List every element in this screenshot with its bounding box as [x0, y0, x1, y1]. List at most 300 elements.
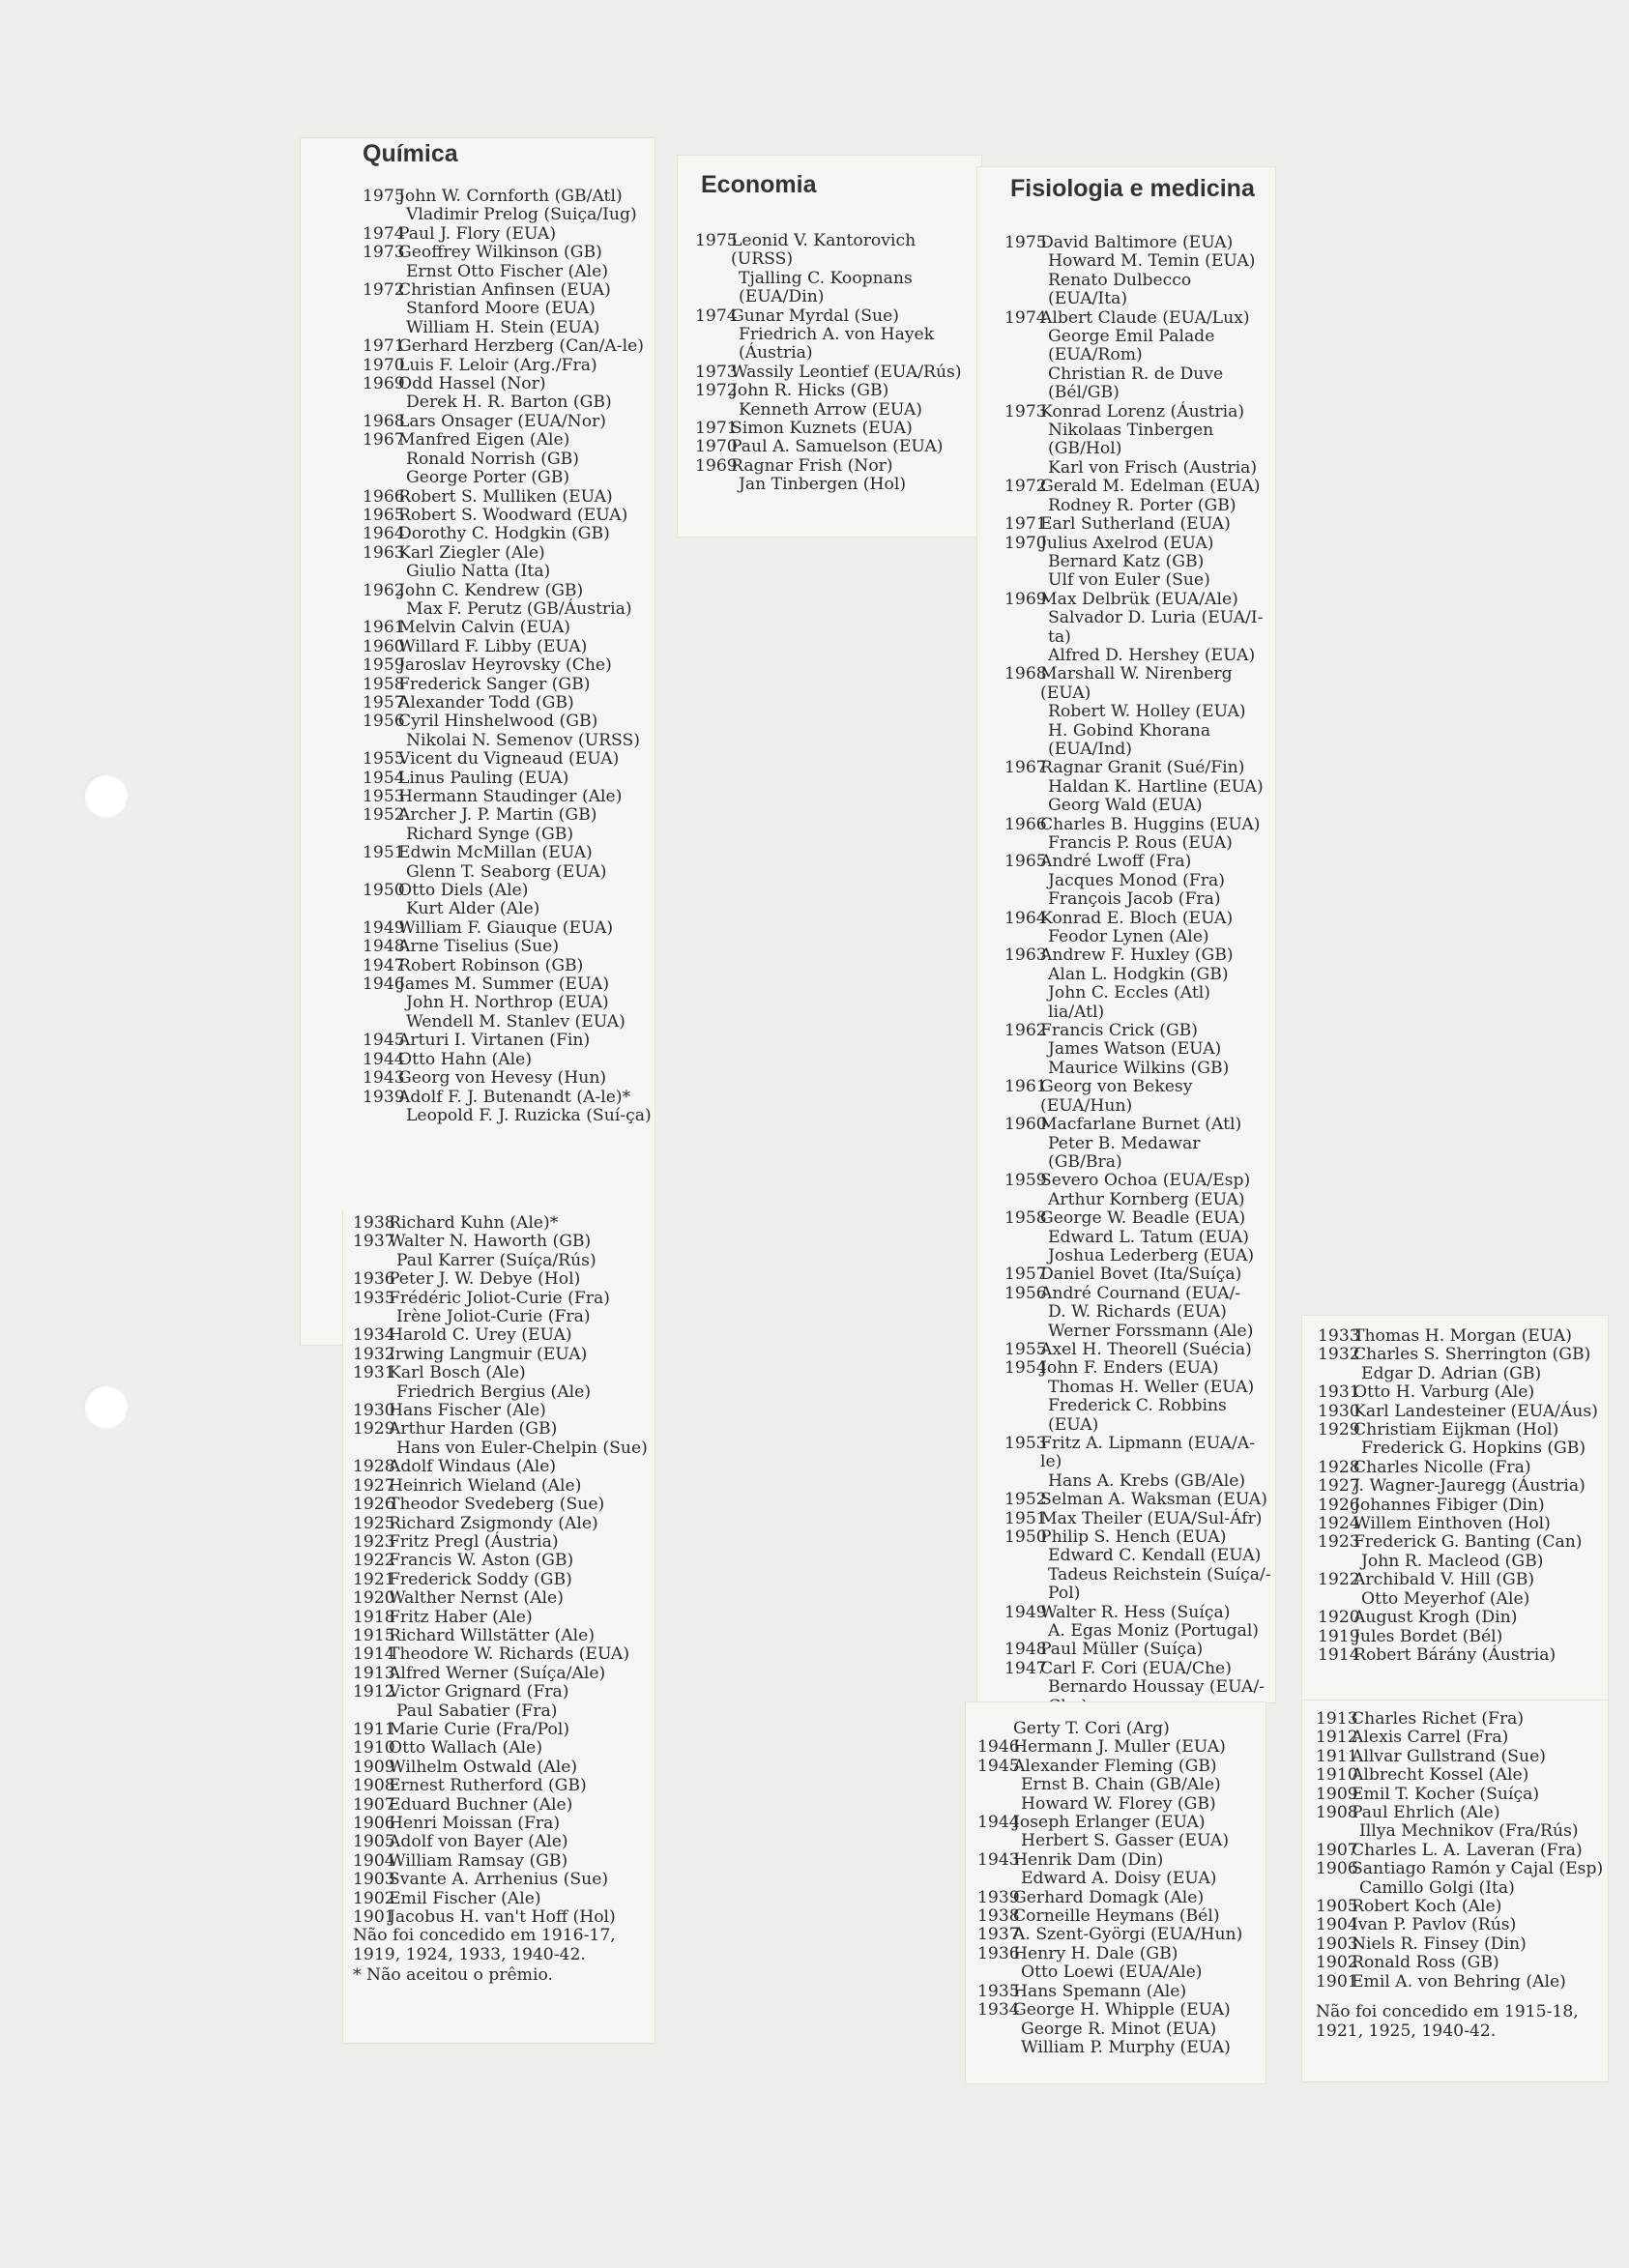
entry-names [1040, 910, 1275, 947]
laureate-entry [1004, 853, 1275, 909]
laureate-name: Gerty T. Cori (Arg) [1013, 1719, 1170, 1738]
laureate-name: Karl von Frisch (Austria) [1048, 457, 1258, 478]
laureate-name: Renato Dulbecco (EUA/Ita) [1048, 270, 1192, 309]
entry-names [1353, 1421, 1608, 1459]
entry-names [389, 1589, 655, 1608]
laureate-name: Odd Hassel (Nor) [398, 374, 546, 394]
fisiologia-list-continued [977, 1720, 1265, 2057]
laureate-name: George H. Whipple (EUA) [1013, 2000, 1231, 2021]
entry-names [731, 457, 972, 495]
entry-year: 1932 [1318, 1345, 1360, 1365]
entry-year: 1928 [1318, 1457, 1360, 1477]
entry-year: 1927 [353, 1475, 395, 1496]
entry-year: 1948 [1004, 1640, 1047, 1660]
laureate-name: George Emil Palade (EUA/Rom) [1048, 327, 1215, 365]
laureate-name: Walther Nernst (Ale) [389, 1588, 564, 1609]
laureate-entry [353, 1908, 655, 1927]
entry-year: 1972 [695, 381, 738, 401]
laureate-name: Tadeus Reichstein (Suíça/-Pol) [1048, 1564, 1271, 1604]
laureate-name: George Porter (GB) [406, 468, 570, 488]
entry-names [1353, 1346, 1608, 1383]
laureate-name: Arturi I. Virtanen (Fin) [398, 1031, 591, 1051]
laureate-entry [353, 1852, 655, 1871]
entry-year: 1966 [363, 486, 405, 507]
entry-year: 1952 [1004, 1490, 1047, 1510]
quimica-list [363, 188, 655, 1125]
laureate-name: Marshall W. Nirenberg (EUA) [1040, 664, 1233, 703]
quimica-note: Não foi concedido em 1916-17, 1919, 1924, 1933, 1940-42. [353, 1926, 616, 1964]
laureate-name: Irène Joliot-Curie (Fra) [396, 1307, 591, 1327]
entry-year: 1971 [363, 336, 405, 357]
laureate-name: Edward C. Kendall (EUA) [1048, 1546, 1262, 1566]
laureate-entry [363, 788, 655, 806]
laureate-name: Bernard Katz (GB) [1048, 551, 1205, 571]
laureate-name: Illya Mechnikov (Fra/Rús) [1359, 1821, 1579, 1842]
entry-names [389, 1402, 655, 1420]
laureate-name: Wendell M. Stanlev (EUA) [406, 1011, 625, 1032]
entry-names [1352, 1860, 1608, 1898]
laureate-name: George R. Minot (EUA) [1021, 2019, 1217, 2039]
fisiologia-clipping-continued [965, 1701, 1266, 2084]
laureate-name: Howard M. Temin (EUA) [1048, 251, 1256, 272]
entry-names [1352, 1786, 1608, 1804]
entry-names [731, 382, 972, 420]
entry-names [1013, 1889, 1265, 1907]
laureate-entry [363, 582, 655, 620]
laureate-entry [363, 488, 655, 507]
entry-names [1353, 1646, 1608, 1665]
quimica-clipping-continued [342, 1210, 655, 2044]
laureate-entry [363, 375, 655, 413]
entry-names [1040, 946, 1275, 1022]
entry-year: 1927 [1318, 1476, 1360, 1497]
laureate-name: Archer J. P. Martin (GB) [398, 805, 597, 826]
entry-year: 1970 [363, 355, 405, 375]
laureate-name: Kenneth Arrow (EUA) [739, 399, 922, 420]
entry-names [389, 1833, 655, 1851]
laureate-name: Walter N. Haworth (GB) [389, 1232, 592, 1252]
entry-year: 1972 [1004, 477, 1047, 497]
laureate-name: Eduard Buchner (Ale) [389, 1794, 573, 1815]
laureate-entry [363, 1089, 655, 1126]
laureate-entry [353, 1871, 655, 1889]
laureate-name: Earl Sutherland (EUA) [1040, 514, 1231, 535]
laureate-name: Georg von Bekesy (EUA/Hun) [1040, 1077, 1193, 1116]
laureate-entry [977, 1945, 1265, 1983]
entry-names [731, 420, 972, 438]
entry-names [1353, 1497, 1608, 1515]
laureate-entry [977, 1851, 1265, 1889]
entry-names [398, 1069, 655, 1088]
entry-year: 1953 [1004, 1434, 1047, 1453]
entry-year: 1938 [353, 1213, 395, 1233]
entry-year: 1960 [1004, 1115, 1047, 1135]
laureate-name: Friedrich Bergius (Ale) [396, 1381, 592, 1402]
laureate-name: Edward A. Doisy (EUA) [1021, 1869, 1217, 1889]
fisiologia-right-clipping-continued [1301, 1700, 1609, 2082]
laureate-entry [1316, 1804, 1608, 1842]
laureate-entry [1004, 403, 1275, 479]
laureate-name: Thomas H. Morgan (EUA) [1353, 1326, 1572, 1346]
laureate-name: Gerald M. Edelman (EUA) [1040, 477, 1261, 497]
entry-names [731, 307, 972, 363]
entry-names [1352, 1710, 1608, 1729]
punch-hole-upper [83, 773, 128, 818]
entry-names [1013, 1720, 1265, 1738]
laureate-entry [695, 232, 972, 307]
entry-names [1353, 1403, 1608, 1421]
entry-names [1040, 515, 1275, 534]
laureate-entry [353, 1496, 655, 1514]
entry-year: 1954 [1004, 1358, 1047, 1379]
entry-year: 1908 [1316, 1803, 1358, 1823]
laureate-name: Jules Bordet (Bél) [1353, 1626, 1503, 1646]
laureate-entry [353, 1796, 655, 1815]
laureate-name: Henri Moissan (Fra) [389, 1814, 561, 1833]
entry-names [389, 1346, 655, 1364]
entry-year: 1954 [363, 768, 405, 788]
laureate-name: Adolf F. J. Butenandt (A-le)* [398, 1087, 631, 1107]
laureate-name: Paul Karrer (Suíça/Rús) [396, 1250, 596, 1270]
laureate-name: Alexander Fleming (GB) [1013, 1756, 1217, 1776]
entry-names [389, 1496, 655, 1514]
entry-year: 1905 [353, 1832, 395, 1852]
entry-names [1353, 1571, 1608, 1609]
entry-names [389, 1852, 655, 1871]
laureate-entry [1004, 1359, 1275, 1435]
entry-year: 1952 [363, 805, 405, 826]
laureate-entry [695, 457, 972, 495]
entry-names [389, 1645, 655, 1664]
laureate-name: Glenn T. Seaborg (EUA) [406, 861, 607, 882]
laureate-entry [977, 1907, 1265, 1926]
entry-names [1013, 1814, 1265, 1851]
laureate-entry [695, 307, 972, 363]
entry-year: 1928 [353, 1457, 395, 1477]
laureate-name: Alfred D. Hershey (EUA) [1048, 645, 1256, 665]
laureate-name: Robert Koch (Ale) [1352, 1897, 1502, 1917]
laureate-entry [363, 413, 655, 431]
entry-names [389, 1552, 655, 1570]
laureate-name: David Baltimore (EUA) [1040, 233, 1234, 252]
entry-year: 1965 [363, 505, 405, 525]
entry-year: 1937 [353, 1232, 395, 1252]
entry-names [1040, 1078, 1275, 1116]
laureate-name: Camillo Golgi (Ita) [1359, 1877, 1515, 1898]
laureate-entry [977, 1720, 1265, 1738]
entry-names [1040, 1172, 1275, 1209]
entry-names [1040, 1359, 1275, 1435]
entry-year: 1919 [1318, 1626, 1360, 1646]
entry-year: 1951 [1004, 1508, 1047, 1528]
entry-names [389, 1214, 655, 1233]
entry-year: 1911 [353, 1719, 395, 1739]
entry-year: 1968 [1004, 664, 1047, 684]
laureate-entry [353, 1627, 655, 1645]
entry-names [389, 1683, 655, 1721]
entry-names [389, 1515, 655, 1533]
laureate-entry [1318, 1497, 1608, 1515]
entry-names [1040, 535, 1275, 591]
laureate-name: Willem Einthoven (Hol) [1353, 1514, 1551, 1534]
entry-year: 1969 [1004, 589, 1047, 609]
laureate-name: lia/Atl) [1048, 1002, 1105, 1022]
laureate-name: Leonid V. Kantorovich (URSS) [731, 231, 916, 270]
laureate-name: John H. Northrop (EUA) [406, 993, 609, 1013]
laureate-entry [353, 1477, 655, 1496]
entry-names [389, 1759, 655, 1777]
entry-year: 1975 [1004, 233, 1047, 252]
entry-names [1040, 1341, 1275, 1359]
entry-names [389, 1458, 655, 1476]
entry-names [1040, 816, 1275, 854]
laureate-entry [353, 1645, 655, 1664]
entry-names [398, 544, 655, 582]
laureate-name: Charles Richet (Fra) [1352, 1709, 1525, 1729]
laureate-name: William F. Giauque (EUA) [398, 917, 614, 938]
laureate-name: Ernst B. Chain (GB/Ale) [1021, 1775, 1221, 1795]
entry-names [1353, 1383, 1608, 1402]
laureate-name: Wilhelm Ostwald (Ale) [389, 1757, 578, 1777]
entry-names [1013, 1983, 1265, 2001]
laureate-entry [1004, 234, 1275, 309]
entry-names [389, 1908, 655, 1927]
fisiologia-list [1004, 234, 1275, 1716]
entry-names [1353, 1327, 1608, 1346]
laureate-name: Alan L. Hodgkin (GB) [1048, 964, 1229, 984]
laureate-name: Lars Onsager (EUA/Nor) [398, 411, 606, 431]
laureate-entry [363, 431, 655, 487]
laureate-name: Alfred Werner (Suíça/Ale) [389, 1663, 606, 1683]
entry-year: 1914 [353, 1644, 395, 1665]
laureate-name: Nikolaas Tinbergen (GB/Hol) [1048, 421, 1214, 459]
entry-year: 1950 [363, 881, 405, 901]
laureate-entry [363, 694, 655, 712]
entry-year: 1958 [363, 674, 405, 694]
laureate-name: Willard F. Libby (EUA) [398, 636, 588, 656]
entry-names [1013, 1907, 1265, 1926]
laureate-entry [353, 1665, 655, 1683]
laureate-entry [363, 619, 655, 637]
laureate-entry [1004, 515, 1275, 534]
laureate-entry [1004, 1341, 1275, 1359]
laureate-entry [363, 638, 655, 656]
laureate-name: Vicent du Vigneaud (EUA) [398, 749, 620, 770]
laureate-entry [1004, 759, 1275, 815]
entry-names [398, 281, 655, 337]
laureate-entry [1004, 1209, 1275, 1265]
laureate-name: Konrad Lorenz (Áustria) [1040, 401, 1245, 422]
laureate-entry [1004, 478, 1275, 515]
laureate-entry [353, 1571, 655, 1589]
entry-names [1040, 403, 1275, 479]
laureate-entry [363, 244, 655, 281]
entry-year: 1948 [363, 937, 405, 957]
laureate-name: Henrik Dam (Din) [1013, 1849, 1164, 1870]
entry-year: 1958 [1004, 1208, 1047, 1229]
laureate-name: Georg Wald (EUA) [1048, 796, 1203, 816]
laureate-name: Charles B. Huggins (EUA) [1040, 814, 1261, 834]
laureate-name: Ragnar Frish (Nor) [731, 455, 893, 476]
laureate-name: Giulio Natta (Ita) [406, 562, 551, 582]
entry-year: 1906 [353, 1814, 395, 1833]
laureate-entry [1318, 1403, 1608, 1421]
entry-year: 1926 [1318, 1495, 1360, 1515]
entry-year: 1923 [1318, 1532, 1360, 1553]
laureate-entry [1004, 1510, 1275, 1528]
entry-year: 1944 [363, 1049, 405, 1069]
entry-year: 1956 [1004, 1283, 1047, 1303]
laureate-name: Manfred Eigen (Ale) [398, 430, 570, 451]
laureate-entry [353, 1609, 655, 1627]
laureate-name: Frederick G. Banting (Can) [1353, 1532, 1583, 1553]
entry-year: 1934 [977, 2000, 1020, 2021]
laureate-entry [1004, 910, 1275, 947]
entry-names [1353, 1609, 1608, 1627]
laureate-name: Ulf von Euler (Sue) [1048, 570, 1210, 591]
entry-names [398, 619, 655, 637]
laureate-name: Thomas H. Weller (EUA) [1048, 1377, 1255, 1397]
laureate-entry [363, 844, 655, 882]
entry-year: 1973 [1004, 401, 1047, 422]
entry-names [389, 1871, 655, 1889]
laureate-name: Simon Kuznets (EUA) [731, 419, 913, 439]
entry-year: 1959 [1004, 1171, 1047, 1191]
laureate-entry [363, 1051, 655, 1069]
laureate-name: Max Theiler (EUA/Sul-Áfr) [1040, 1508, 1263, 1528]
entry-year: 1974 [695, 305, 738, 326]
laureate-entry [363, 882, 655, 919]
entry-year: 1947 [363, 955, 405, 975]
laureate-entry [363, 938, 655, 956]
entry-names [398, 957, 655, 975]
laureate-name: Luis F. Leloir (Arg./Fra) [398, 355, 597, 375]
entry-names [398, 806, 655, 844]
entry-year: 1943 [363, 1068, 405, 1089]
laureate-entry [353, 1402, 655, 1420]
laureate-name: Feodor Lynen (Ale) [1048, 927, 1209, 947]
laureate-entry [353, 1364, 655, 1402]
laureate-name: Allvar Gullstrand (Sue) [1352, 1746, 1546, 1766]
entry-year: 1901 [353, 1907, 395, 1928]
laureate-name: Robert Bárány (Áustria) [1353, 1644, 1556, 1665]
laureate-name: André Cournand (EUA/- [1040, 1283, 1241, 1303]
laureate-name: Julius Axelrod (EUA) [1040, 533, 1214, 553]
laureate-name: Frederick Soddy (GB) [389, 1569, 572, 1589]
entry-names [398, 975, 655, 1032]
laureate-name: Frederick Sanger (GB) [398, 674, 591, 694]
laureate-name: Paul Sabatier (Fra) [396, 1701, 558, 1721]
laureate-entry [1318, 1515, 1608, 1533]
entry-names [1040, 665, 1275, 759]
entry-year: 1932 [353, 1344, 395, 1364]
entry-names [389, 1326, 655, 1345]
laureate-name: Hans Fischer (Ale) [389, 1401, 546, 1421]
entry-year: 1937 [977, 1925, 1020, 1945]
laureate-name: Robert S. Mulliken (EUA) [398, 486, 613, 507]
laureate-name: Salvador D. Luria (EUA/I-ta) [1048, 608, 1264, 647]
entry-year: 1969 [695, 455, 738, 476]
entry-year: 1955 [363, 749, 405, 770]
entry-year: 1912 [1316, 1728, 1358, 1748]
entry-names [398, 375, 655, 413]
laureate-name: Ernest Rutherford (GB) [389, 1776, 587, 1796]
laureate-name: Hermann J. Muller (EUA) [1013, 1737, 1226, 1758]
entry-year: 1949 [1004, 1602, 1047, 1622]
laureate-name: Paul A. Samuelson (EUA) [731, 437, 944, 457]
laureate-name: Albert Claude (EUA/Lux) [1040, 307, 1250, 328]
laureate-name: Otto Wallach (Ale) [389, 1738, 543, 1759]
laureate-name: Otto Meyerhof (Ale) [1361, 1588, 1530, 1609]
laureate-entry [353, 1739, 655, 1758]
laureate-entry [363, 770, 655, 788]
laureate-entry [1004, 1285, 1275, 1341]
laureate-name: Fritz Pregl (Áustria) [389, 1531, 559, 1552]
entry-year: 1903 [353, 1870, 395, 1890]
laureate-name: Severo Ochoa (EUA/Esp) [1040, 1171, 1251, 1191]
laureate-name: Francis P. Rous (EUA) [1048, 833, 1233, 853]
laureate-entry [1004, 1604, 1275, 1642]
laureate-name: Gerhard Herzberg (Can/A-le) [398, 336, 644, 357]
entry-names [1040, 1491, 1275, 1509]
entry-year: 1901 [1316, 1971, 1358, 1992]
laureate-name: Vladimir Prelog (Suiça/Iug) [406, 205, 637, 225]
entry-names [389, 1721, 655, 1739]
entry-year: 1951 [363, 843, 405, 863]
laureate-name: Heinrich Wieland (Ale) [389, 1475, 582, 1496]
laureate-name: John W. Cornforth (GB/Atl) [398, 187, 623, 206]
entry-names [1040, 853, 1275, 909]
laureate-entry [977, 1926, 1265, 1944]
punch-hole-lower [83, 1384, 128, 1429]
laureate-name: Arthur Harden (GB) [389, 1419, 558, 1439]
entry-year: 1944 [977, 1813, 1020, 1833]
laureate-entry [353, 1721, 655, 1739]
laureate-entry [363, 1032, 655, 1050]
laureate-entry [1004, 946, 1275, 1022]
laureate-name: François Jacob (Fra) [1048, 889, 1221, 910]
laureate-entry [1004, 1641, 1275, 1659]
entry-names [398, 638, 655, 656]
laureate-name: Karl Ziegler (Ale) [398, 542, 545, 563]
laureate-name: Jan Tinbergen (Hol) [739, 475, 907, 495]
laureate-name: Hans Spemann (Ale) [1013, 1981, 1187, 2001]
entry-year: 1923 [353, 1531, 395, 1552]
laureate-entry [1316, 1898, 1608, 1916]
entry-names [1352, 1766, 1608, 1785]
entry-year: 1913 [1316, 1709, 1358, 1729]
entry-year: 1912 [353, 1682, 395, 1702]
laureate-name: Adolf von Bayer (Ale) [389, 1832, 568, 1852]
laureate-entry [353, 1759, 655, 1777]
laureate-entry [363, 975, 655, 1032]
laureate-name: August Krogh (Din) [1353, 1608, 1518, 1628]
laureate-name: Ivan P. Pavlov (Rús) [1352, 1915, 1517, 1935]
laureate-name: Francis W. Aston (GB) [389, 1551, 574, 1571]
entry-names [1013, 1926, 1265, 1944]
entry-year: 1962 [1004, 1021, 1047, 1041]
laureate-entry [1316, 1860, 1608, 1898]
entry-names [1353, 1459, 1608, 1477]
laureate-entry [1004, 665, 1275, 759]
entry-names [1352, 1842, 1608, 1860]
laureate-name: Corneille Heymans (Bél) [1013, 1906, 1220, 1927]
entry-year: 1969 [363, 374, 405, 394]
laureate-name: Peter J. W. Debye (Hol) [389, 1269, 581, 1290]
entry-year: 1929 [1318, 1420, 1360, 1440]
entry-year: 1933 [1318, 1326, 1360, 1346]
laureate-entry [1316, 1729, 1608, 1747]
